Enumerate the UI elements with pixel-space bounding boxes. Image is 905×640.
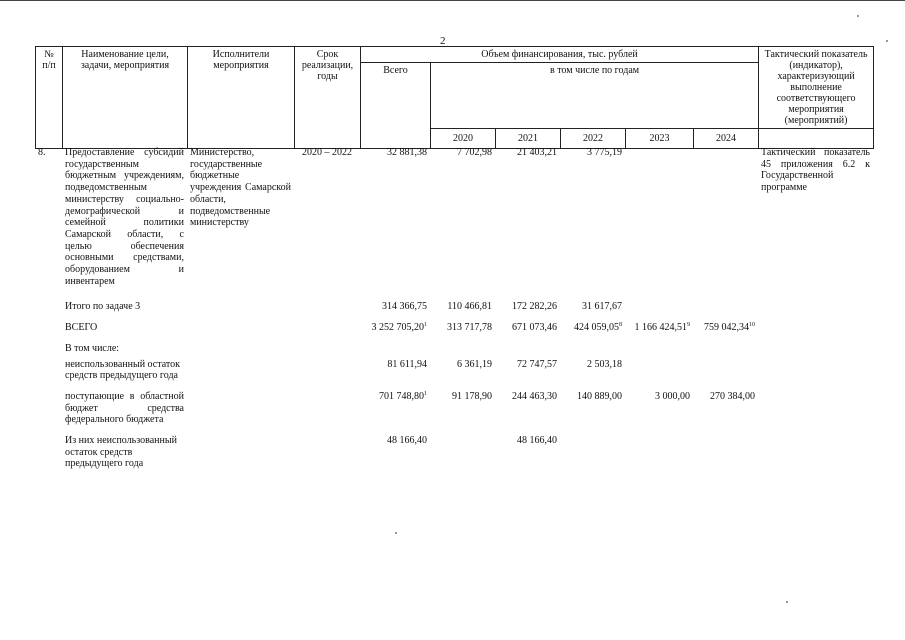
header-name: Наименование цели, задачи, мероприятия [63,47,188,149]
of-them-label: Из них неиспользованный остаток средств предыдущего года [65,435,177,470]
row-num: 8. [38,147,46,158]
grand-total-value: 3 252 705,20$^1$ [371,322,427,334]
unused-2021: 72 747,57 [517,358,557,370]
row-term: 2020 – 2022 [302,147,352,158]
federal-label: поступающие в областной бюджет средства федерального бюджета [65,390,184,426]
table-row [35,147,873,301]
row-2024 [693,147,758,301]
row-2023 [625,147,693,301]
unused-2022: 2 503,18 [587,358,622,370]
including-label: В том числе: [65,342,120,354]
row-2022: 3 775,19 [587,147,622,158]
grand-total-2022: 424 059,05$^8$ [574,322,622,334]
header-total: Всего [361,63,431,149]
federal-2023: 3 000,00 [655,390,690,402]
of-them-total: 48 166,40 [387,435,427,447]
federal-2022: 140 889,00 [577,390,622,402]
of-them-row [35,435,873,470]
grand-total-2023: 1 166 424,51$^9$ [634,322,690,334]
of-them-2021: 48 166,40 [517,435,557,447]
row-2021: 21 403,21 [517,147,557,158]
table-body [35,147,873,470]
federal-row [35,391,873,435]
scan-top-edge [0,0,905,1]
including-row [35,343,873,359]
page-number: 2 [440,35,446,47]
header-num: № п/п [36,47,63,149]
grand-total-row [35,322,873,343]
unused-label: неиспользованный остаток средств предыдущего года [65,358,180,382]
header-year-2020: 2020 [431,129,496,149]
grand-total-label: ВСЕГО [65,322,98,334]
header-year-2023: 2023 [626,129,694,149]
task-total-row [35,301,873,322]
federal-total: 701 748,80$^1$ [379,390,427,402]
federal-2024: 270 384,00 [710,390,755,402]
scan-speck [886,40,888,42]
table-header [35,46,874,149]
header-term: Срок реализации, годы [295,47,361,149]
federal-2020: 91 178,90 [452,390,492,402]
header-year-2024: 2024 [694,129,759,149]
header-indicator: Тактический показатель (индикатор), характеризующий выполнение соответствующего мероприятия (мероприятий) [759,47,874,129]
header-year-2021: 2021 [496,129,561,149]
task-total-2022: 31 617,67 [582,301,622,313]
row-executor: Министерство, государственные бюджетные учреждения Самарской области, подведомственные министерству [190,147,291,229]
task-total-value: 314 366,75 [382,301,427,313]
federal-2021: 244 463,30 [512,390,557,402]
header-funding: Объем финансирования, тыс. рублей [361,47,759,63]
row-name: Предоставление субсидий государственным бюджетным учреждениям, подведомственным министерству социально-демографической и семейной политики Самарской области, с целью обеспечения основными средствами, оборудованием и инвентарем [65,147,184,287]
grand-total-2020: 313 717,78 [447,322,492,334]
header-by-years: в том числе по годам [431,63,759,129]
task-total-2021: 172 282,26 [512,301,557,313]
grand-total-2024: 759 042,34$^{10}$ [704,322,755,334]
header-indicator-empty [759,129,874,149]
unused-total: 81 611,94 [387,358,427,370]
task-total-label: Итого по задаче 3 [65,301,141,313]
scan-speck [786,601,788,603]
row-total: 32 881,38 [387,147,427,158]
row-indicator: Тактический показатель 45 приложения 6.2 к Государственной программе [761,147,870,194]
grand-total-2021: 671 073,46 [512,322,557,334]
header-year-2022: 2022 [561,129,626,149]
unused-2020: 6 361,19 [457,358,492,370]
row-2020: 7 702,98 [457,147,492,158]
scan-speck [395,532,397,534]
scan-speck [857,15,859,17]
header-executor: Исполнители мероприятия [188,47,295,149]
task-total-2020: 110 466,81 [447,301,492,313]
unused-row [35,359,873,391]
